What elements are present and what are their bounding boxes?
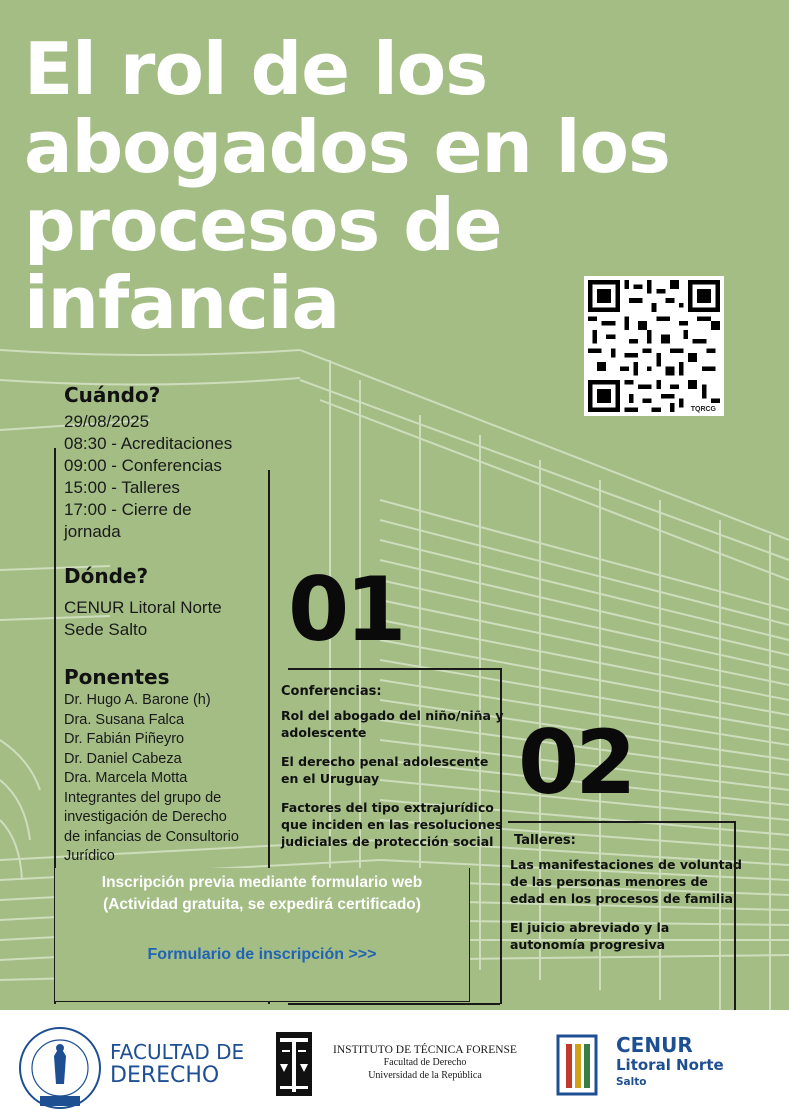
ponente-item: Integrantes del grupo de (64, 789, 222, 806)
ponente-item: Dr. Daniel Cabeza (64, 750, 182, 767)
cuando-line: 08:30 - Acreditaciones (64, 434, 233, 453)
qr-code[interactable] (584, 276, 724, 416)
cuando-line: 17:00 - Cierre de (64, 500, 192, 519)
taller-line: de las personas menores de (510, 874, 708, 889)
footer (0, 1010, 789, 1118)
conferencia-line: Rol del abogado del niño/niña y (281, 708, 504, 723)
registration-box (54, 868, 470, 1002)
ponente-item: Dra. Susana Falca (64, 711, 185, 728)
cenur-line-2: Litoral Norte (616, 1056, 724, 1074)
qr-code-image (588, 280, 720, 412)
ponente-item: investigación de Derecho (64, 809, 227, 825)
taller-item (510, 856, 742, 907)
cuando-line: jornada (64, 522, 121, 541)
title-line-2: abogados en los (24, 105, 670, 189)
facultad-line-1: FACULTAD DE (110, 1040, 245, 1064)
ponente-item: de infancias de Consultorio (64, 828, 239, 845)
facultad-seal-logo (18, 1026, 102, 1110)
cuando-line: 09:00 - Conferencias (64, 456, 222, 475)
section-number-01: 01 (288, 558, 403, 661)
donde-line: CENUR Litoral Norte (64, 598, 222, 617)
donde-heading: Dónde? (64, 564, 149, 588)
ponente-item: Dr. Fabián Piñeyro (64, 731, 185, 747)
taller-line: edad en los procesos de familia (510, 891, 733, 906)
conferencia-line: adolescente (281, 725, 367, 740)
talleres-block (510, 832, 742, 965)
title-line-3: procesos de (24, 183, 502, 267)
conferencia-line: Factores del tipo extrajurídico (281, 800, 494, 815)
cenur-logo (556, 1032, 602, 1098)
registration-form-link[interactable]: Formulario de inscripción >>> (147, 946, 377, 963)
conferencia-item (281, 707, 503, 741)
ponentes-heading: Ponentes (64, 665, 170, 689)
cenur-line-3: Salto (616, 1076, 647, 1088)
ponente-item: Dr. Hugo A. Barone (h) (64, 692, 211, 708)
divider-line (288, 1003, 500, 1005)
registration-line-1: Inscripción previa mediante formulario web (101, 874, 423, 891)
taller-line: El juicio abreviado y la (510, 920, 670, 935)
title-line-4: infancia (24, 261, 340, 345)
cuando-heading: Cuándo? (64, 383, 161, 407)
conferencias-label: Conferencias: (281, 684, 382, 699)
taller-item (510, 919, 742, 953)
donde-line: Sede Salto (64, 620, 148, 639)
cuando-line: 29/08/2025 (64, 412, 150, 431)
instituto-facultad: Facultad de Derecho (383, 1057, 467, 1068)
divider-line (288, 668, 500, 670)
section-number-02: 02 (518, 711, 633, 814)
ponente-item: Dra. Marcela Motta (64, 770, 188, 786)
conferencia-line: que inciden en las resoluciones (281, 817, 503, 832)
cenur-line-1: CENUR (616, 1033, 693, 1057)
talleres-label: Talleres: (514, 833, 576, 848)
donde-details (64, 597, 222, 641)
facultad-name (110, 1040, 244, 1088)
instituto-name (326, 1044, 524, 1082)
facultad-line-2: DERECHO (110, 1063, 220, 1088)
taller-line: Las manifestaciones de voluntad (510, 857, 743, 872)
divider-line (508, 821, 734, 823)
registration-notice (55, 868, 469, 916)
instituto-title: INSTITUTO DE TÉCNICA FORENSE (333, 1044, 517, 1056)
qr-brand-label: TQRCG (690, 406, 716, 413)
conferencia-line: en el Uruguay (281, 771, 380, 786)
ponentes-list (64, 691, 239, 867)
instituto-universidad: Universidad de la República (368, 1070, 482, 1081)
conferencia-item (281, 753, 503, 787)
cuando-line: 15:00 - Talleres (64, 478, 180, 497)
title-line-1: El rol de los (24, 27, 488, 111)
conferencia-line: judiciales de protección social (281, 834, 494, 849)
conferencias-block (281, 683, 503, 862)
registration-line-2: (Actividad gratuita, se expedirá certificado) (103, 896, 421, 913)
conferencia-line: El derecho penal adolescente (281, 754, 489, 769)
conferencia-item (281, 799, 503, 850)
cuando-details (64, 411, 232, 543)
ponente-item: Jurídico (64, 848, 115, 864)
instituto-logo (274, 1030, 314, 1098)
taller-line: autonomía progresiva (510, 937, 666, 952)
cenur-name (616, 1034, 724, 1089)
